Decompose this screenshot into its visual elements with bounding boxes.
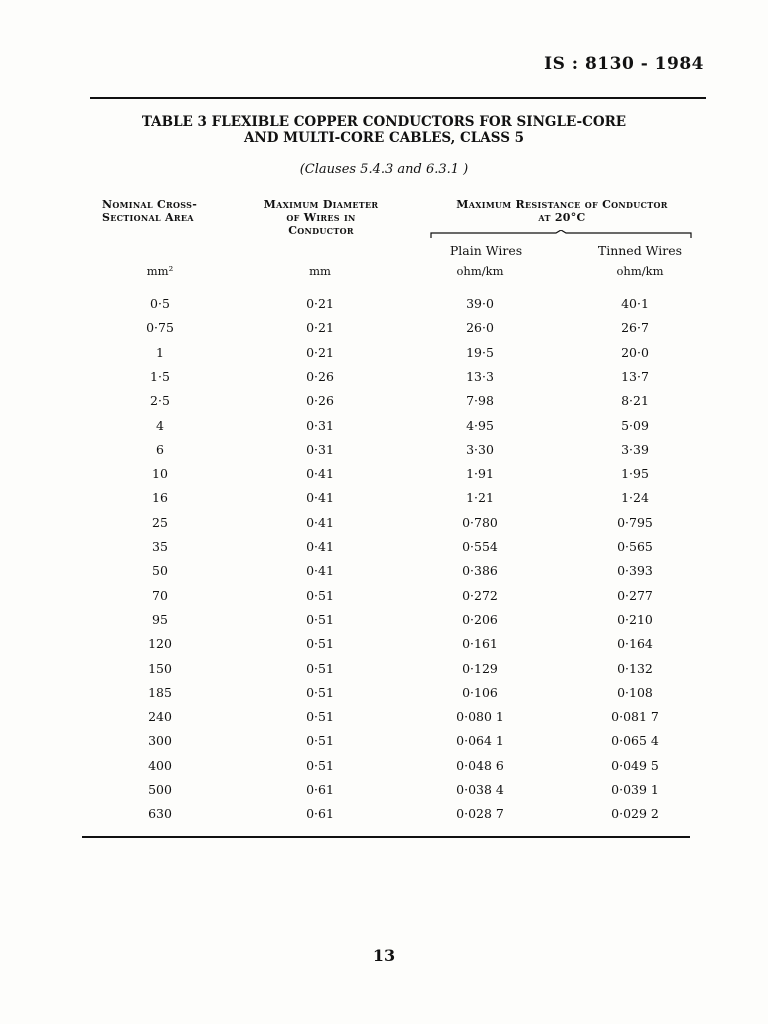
cell-area: 6 bbox=[156, 442, 164, 457]
cell-area: 1 bbox=[156, 345, 164, 360]
cell-plain-resistance: 1·21 bbox=[466, 490, 494, 505]
cell-tinned-resistance: 0·277 bbox=[617, 588, 653, 603]
cell-tinned-resistance: 0·039 1 bbox=[611, 782, 659, 797]
header-col1-line1: Nominal Cross- bbox=[102, 198, 198, 211]
cell-plain-resistance: 0·386 bbox=[462, 563, 498, 578]
cell-diameter: 0·61 bbox=[306, 806, 334, 821]
unit-plain-resistance: ohm/km bbox=[456, 264, 504, 278]
table-row bbox=[0, 466, 768, 486]
cell-tinned-resistance: 20·0 bbox=[621, 345, 649, 360]
cell-tinned-resistance: 0·132 bbox=[617, 661, 653, 676]
table-title-line-1: TABLE 3 FLEXIBLE COPPER CONDUCTORS FOR SINGLE-CORE bbox=[141, 114, 627, 130]
cell-tinned-resistance: 0·565 bbox=[617, 539, 653, 554]
cell-tinned-resistance: 0·081 7 bbox=[611, 709, 659, 724]
table-row bbox=[0, 418, 768, 438]
cell-tinned-resistance: 3·39 bbox=[621, 442, 649, 457]
cell-plain-resistance: 3·30 bbox=[466, 442, 494, 457]
cell-area: 2·5 bbox=[150, 393, 170, 408]
cell-tinned-resistance: 0·049 5 bbox=[611, 758, 659, 773]
cell-diameter: 0·51 bbox=[306, 661, 334, 676]
cell-diameter: 0·21 bbox=[306, 320, 334, 335]
cell-area: 95 bbox=[152, 612, 168, 627]
table-row bbox=[0, 369, 768, 389]
table-row bbox=[0, 296, 768, 316]
cell-area: 400 bbox=[148, 758, 172, 773]
cell-tinned-resistance: 26·7 bbox=[621, 320, 649, 335]
header-col1-line2: Sectional Area bbox=[102, 211, 194, 224]
page-number: 13 bbox=[372, 946, 396, 965]
table-row bbox=[0, 515, 768, 535]
cell-area: 70 bbox=[152, 588, 168, 603]
cell-plain-resistance: 0·272 bbox=[462, 588, 498, 603]
cell-diameter: 0·41 bbox=[306, 539, 334, 554]
cell-diameter: 0·51 bbox=[306, 709, 334, 724]
cell-plain-resistance: 0·028 7 bbox=[456, 806, 504, 821]
table-row bbox=[0, 320, 768, 340]
cell-area: 16 bbox=[152, 490, 168, 505]
cell-plain-resistance: 19·5 bbox=[466, 345, 494, 360]
table-row bbox=[0, 733, 768, 753]
cell-plain-resistance: 1·91 bbox=[466, 466, 494, 481]
cell-diameter: 0·61 bbox=[306, 782, 334, 797]
subheader-plain-wires: Plain Wires bbox=[449, 243, 523, 258]
table-row bbox=[0, 563, 768, 583]
header-col2-line2: of Wires in bbox=[286, 211, 356, 224]
cell-plain-resistance: 0·161 bbox=[462, 636, 498, 651]
table-row bbox=[0, 442, 768, 462]
cell-plain-resistance: 0·554 bbox=[462, 539, 498, 554]
cell-tinned-resistance: 0·393 bbox=[617, 563, 653, 578]
cell-tinned-resistance: 0·108 bbox=[617, 685, 653, 700]
cell-area: 0·5 bbox=[150, 296, 170, 311]
cell-area: 1·5 bbox=[150, 369, 170, 384]
header-col3-line1: Maximum Resistance of Conductor bbox=[456, 198, 668, 211]
header-col2-line1: Maximum Diameter bbox=[263, 198, 379, 211]
clauses-reference: (Clauses 5.4.3 and 6.3.1 ) bbox=[299, 162, 469, 177]
unit-area: mm² bbox=[146, 264, 174, 278]
header-max-diameter bbox=[240, 198, 402, 237]
cell-diameter: 0·51 bbox=[306, 588, 334, 603]
subheader-tinned-wires: Tinned Wires bbox=[597, 243, 683, 258]
cell-diameter: 0·51 bbox=[306, 758, 334, 773]
table-row bbox=[0, 685, 768, 705]
cell-tinned-resistance: 0·065 4 bbox=[611, 733, 659, 748]
cell-tinned-resistance: 0·795 bbox=[617, 515, 653, 530]
table-row bbox=[0, 709, 768, 729]
cell-plain-resistance: 13·3 bbox=[466, 369, 494, 384]
cell-tinned-resistance: 8·21 bbox=[621, 393, 649, 408]
table-row bbox=[0, 758, 768, 778]
cell-diameter: 0·31 bbox=[306, 442, 334, 457]
cell-area: 150 bbox=[148, 661, 172, 676]
cell-plain-resistance: 39·0 bbox=[466, 296, 494, 311]
header-nominal-area bbox=[102, 198, 234, 224]
cell-area: 120 bbox=[148, 636, 172, 651]
cell-plain-resistance: 0·206 bbox=[462, 612, 498, 627]
cell-tinned-resistance: 0·029 2 bbox=[611, 806, 659, 821]
cell-tinned-resistance: 5·09 bbox=[621, 418, 649, 433]
cell-plain-resistance: 0·106 bbox=[462, 685, 498, 700]
cell-diameter: 0·51 bbox=[306, 636, 334, 651]
cell-area: 50 bbox=[152, 563, 168, 578]
cell-plain-resistance: 26·0 bbox=[466, 320, 494, 335]
table-row bbox=[0, 661, 768, 681]
cell-plain-resistance: 0·048 6 bbox=[456, 758, 504, 773]
cell-tinned-resistance: 13·7 bbox=[621, 369, 649, 384]
table-title-line-2: AND MULTI-CORE CABLES, CLASS 5 bbox=[243, 130, 525, 146]
table-row bbox=[0, 636, 768, 656]
standard-number: IS : 8130 - 1984 bbox=[544, 54, 704, 74]
cell-diameter: 0·51 bbox=[306, 733, 334, 748]
cell-plain-resistance: 4·95 bbox=[466, 418, 494, 433]
cell-diameter: 0·31 bbox=[306, 418, 334, 433]
cell-diameter: 0·26 bbox=[306, 393, 334, 408]
table-row bbox=[0, 393, 768, 413]
cell-diameter: 0·51 bbox=[306, 685, 334, 700]
cell-diameter: 0·21 bbox=[306, 345, 334, 360]
cell-diameter: 0·41 bbox=[306, 515, 334, 530]
cell-tinned-resistance: 0·210 bbox=[617, 612, 653, 627]
cell-area: 35 bbox=[152, 539, 168, 554]
cell-diameter: 0·41 bbox=[306, 563, 334, 578]
top-rule bbox=[90, 97, 706, 99]
cell-plain-resistance: 0·038 4 bbox=[456, 782, 504, 797]
unit-diameter: mm bbox=[309, 264, 331, 278]
table-row bbox=[0, 539, 768, 559]
cell-area: 10 bbox=[152, 466, 168, 481]
unit-tinned-resistance: ohm/km bbox=[616, 264, 664, 278]
cell-diameter: 0·26 bbox=[306, 369, 334, 384]
table-row bbox=[0, 345, 768, 365]
cell-diameter: 0·51 bbox=[306, 612, 334, 627]
table-row bbox=[0, 782, 768, 802]
cell-area: 185 bbox=[148, 685, 172, 700]
cell-diameter: 0·21 bbox=[306, 296, 334, 311]
bottom-rule bbox=[82, 836, 690, 838]
header-brace bbox=[430, 230, 692, 238]
header-col2-line3: Conductor bbox=[288, 224, 354, 237]
cell-diameter: 0·41 bbox=[306, 466, 334, 481]
cell-diameter: 0·41 bbox=[306, 490, 334, 505]
cell-tinned-resistance: 1·95 bbox=[621, 466, 649, 481]
cell-area: 4 bbox=[156, 418, 164, 433]
cell-area: 300 bbox=[148, 733, 172, 748]
cell-tinned-resistance: 0·164 bbox=[617, 636, 653, 651]
header-col3-line2: at 20°C bbox=[538, 211, 586, 224]
cell-tinned-resistance: 1·24 bbox=[621, 490, 649, 505]
cell-tinned-resistance: 40·1 bbox=[621, 296, 649, 311]
cell-area: 25 bbox=[152, 515, 168, 530]
cell-area: 0·75 bbox=[146, 320, 174, 335]
table-title bbox=[100, 114, 668, 146]
table-row bbox=[0, 806, 768, 826]
cell-area: 500 bbox=[148, 782, 172, 797]
cell-plain-resistance: 0·780 bbox=[462, 515, 498, 530]
cell-area: 240 bbox=[148, 709, 172, 724]
table-row bbox=[0, 588, 768, 608]
header-max-resistance bbox=[420, 198, 704, 224]
cell-plain-resistance: 0·064 1 bbox=[456, 733, 504, 748]
table-row bbox=[0, 612, 768, 632]
cell-plain-resistance: 0·129 bbox=[462, 661, 498, 676]
cell-plain-resistance: 0·080 1 bbox=[456, 709, 504, 724]
cell-plain-resistance: 7·98 bbox=[466, 393, 494, 408]
table-row bbox=[0, 490, 768, 510]
cell-area: 630 bbox=[148, 806, 172, 821]
